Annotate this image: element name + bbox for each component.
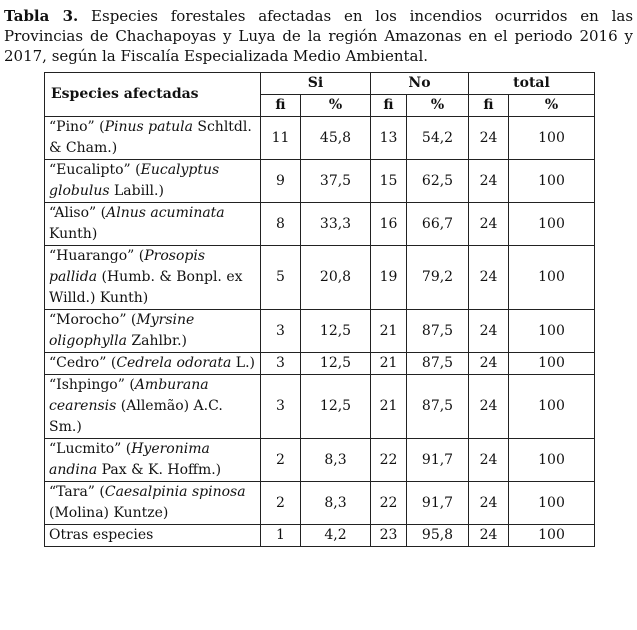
cell-no-pct: 54,2: [407, 117, 469, 160]
cell-no-pct: 95,8: [407, 525, 469, 547]
species-author: (Molina) Kuntze): [49, 505, 169, 521]
header-no-fi: fi: [371, 95, 407, 117]
species-common-name: “Pino” (: [49, 119, 105, 135]
cell-no-fi: 21: [371, 353, 407, 375]
cell-no-fi: 21: [371, 310, 407, 353]
table-row: [45, 203, 595, 246]
table-row: [45, 375, 595, 439]
cell-si-pct: 45,8: [301, 117, 371, 160]
cell-t-fi: 24: [469, 482, 509, 525]
cell-si-pct: 37,5: [301, 160, 371, 203]
table-row: [45, 160, 595, 203]
species-scientific-name: Alnus acuminata: [106, 205, 225, 221]
species-table: [44, 72, 595, 547]
header-no-pct: %: [407, 95, 469, 117]
cell-t-fi: 24: [469, 203, 509, 246]
cell-t-fi: 24: [469, 525, 509, 547]
species-common-name: “Ishpingo” (: [49, 377, 135, 393]
table-row: [45, 482, 595, 525]
cell-t-pct: 100: [509, 482, 595, 525]
caption-label: Tabla 3.: [4, 7, 79, 25]
species-scientific-name: Cedrela odorata: [116, 355, 232, 371]
cell-si-pct: 12,5: [301, 310, 371, 353]
cell-t-fi: 24: [469, 117, 509, 160]
header-total-fi: fi: [469, 95, 509, 117]
species-scientific-name: Amburana cearensis: [49, 377, 209, 414]
cell-si-pct: 12,5: [301, 375, 371, 439]
species-common-name: Otras especies: [49, 527, 154, 543]
header-total: total: [469, 73, 595, 95]
species-author: Pax & K. Hoffm.): [97, 462, 222, 478]
header-row-1: [45, 73, 595, 95]
cell-si-fi: 9: [261, 160, 301, 203]
species-scientific-name: Eucalyptus globulus: [49, 162, 220, 199]
species-scientific-name: Caesalpinia spinosa: [104, 484, 246, 500]
header-si-fi: fi: [261, 95, 301, 117]
cell-no-fi: 23: [371, 525, 407, 547]
header-species: Especies afectadas: [45, 73, 261, 117]
species-author: Labill.): [109, 183, 164, 199]
cell-t-pct: 100: [509, 310, 595, 353]
cell-no-fi: 22: [371, 482, 407, 525]
cell-si-fi: 3: [261, 353, 301, 375]
cell-no-fi: 15: [371, 160, 407, 203]
cell-t-pct: 100: [509, 203, 595, 246]
cell-no-fi: 16: [371, 203, 407, 246]
header-no: No: [371, 73, 469, 95]
table-row: [45, 117, 595, 160]
species-cell: [45, 117, 261, 160]
cell-si-pct: 4,2: [301, 525, 371, 547]
species-cell: [45, 203, 261, 246]
table-caption: [4, 6, 633, 66]
cell-t-fi: 24: [469, 310, 509, 353]
species-common-name: “Lucmito” (: [49, 441, 132, 457]
species-cell: [45, 160, 261, 203]
cell-no-fi: 21: [371, 375, 407, 439]
cell-no-pct: 87,5: [407, 353, 469, 375]
cell-si-fi: 3: [261, 375, 301, 439]
cell-si-pct: 8,3: [301, 439, 371, 482]
species-common-name: “Huarango” (: [49, 248, 145, 264]
table-row: [45, 310, 595, 353]
cell-si-pct: 33,3: [301, 203, 371, 246]
table-row: [45, 353, 595, 375]
species-cell: [45, 375, 261, 439]
cell-si-pct: 12,5: [301, 353, 371, 375]
cell-no-pct: 91,7: [407, 439, 469, 482]
species-author: (Allemão) A.C. Sm.): [49, 398, 223, 435]
cell-t-pct: 100: [509, 117, 595, 160]
table-row: [45, 246, 595, 310]
species-common-name: “Eucalipto” (: [49, 162, 141, 178]
species-cell: [45, 246, 261, 310]
cell-si-pct: 20,8: [301, 246, 371, 310]
species-author: Kunth): [49, 226, 98, 242]
cell-si-fi: 2: [261, 439, 301, 482]
species-scientific-name: Myrsine oligophylla: [49, 312, 195, 349]
species-author: L.): [231, 355, 256, 371]
species-author: Zahlbr.): [126, 333, 188, 349]
table-body: [45, 117, 595, 547]
cell-t-pct: 100: [509, 246, 595, 310]
species-cell: [45, 525, 261, 547]
species-cell: [45, 353, 261, 375]
cell-si-fi: 2: [261, 482, 301, 525]
cell-si-pct: 8,3: [301, 482, 371, 525]
cell-no-pct: 87,5: [407, 375, 469, 439]
cell-t-pct: 100: [509, 439, 595, 482]
header-si: Si: [261, 73, 371, 95]
header-si-pct: %: [301, 95, 371, 117]
species-common-name: “Cedro” (: [49, 355, 117, 371]
cell-si-fi: 3: [261, 310, 301, 353]
cell-t-pct: 100: [509, 525, 595, 547]
cell-t-fi: 24: [469, 375, 509, 439]
table-row: [45, 525, 595, 547]
caption-text: Especies forestales afectadas en los incendios ocurridos en las Provincias de Chachapoyas y Luya de la región Amazonas en el periodo 2016 y 2017, según la Fiscalía Especializada Medio Ambiental.: [4, 7, 634, 65]
species-author: Schltdl. & Cham.): [49, 119, 252, 156]
cell-t-fi: 24: [469, 246, 509, 310]
cell-no-fi: 22: [371, 439, 407, 482]
species-cell: [45, 310, 261, 353]
header-total-pct: %: [509, 95, 595, 117]
cell-t-fi: 24: [469, 160, 509, 203]
cell-t-pct: 100: [509, 160, 595, 203]
species-scientific-name: Prosopis pallida: [49, 248, 206, 285]
cell-t-fi: 24: [469, 439, 509, 482]
species-scientific-name: Pinus patula: [104, 119, 193, 135]
cell-no-pct: 62,5: [407, 160, 469, 203]
species-scientific-name: Hyeronima andina: [49, 441, 210, 478]
cell-si-fi: 5: [261, 246, 301, 310]
table-row: [45, 439, 595, 482]
cell-si-fi: 1: [261, 525, 301, 547]
species-cell: [45, 439, 261, 482]
cell-t-pct: 100: [509, 353, 595, 375]
cell-no-pct: 91,7: [407, 482, 469, 525]
cell-no-fi: 13: [371, 117, 407, 160]
cell-no-fi: 19: [371, 246, 407, 310]
species-common-name: “Aliso” (: [49, 205, 107, 221]
cell-si-fi: 11: [261, 117, 301, 160]
cell-t-fi: 24: [469, 353, 509, 375]
species-common-name: “Morocho” (: [49, 312, 137, 328]
species-common-name: “Tara” (: [49, 484, 105, 500]
cell-no-pct: 79,2: [407, 246, 469, 310]
cell-si-fi: 8: [261, 203, 301, 246]
cell-no-pct: 66,7: [407, 203, 469, 246]
species-author: (Humb. & Bonpl. ex Willd.) Kunth): [49, 269, 243, 306]
cell-no-pct: 87,5: [407, 310, 469, 353]
species-cell: [45, 482, 261, 525]
cell-t-pct: 100: [509, 375, 595, 439]
